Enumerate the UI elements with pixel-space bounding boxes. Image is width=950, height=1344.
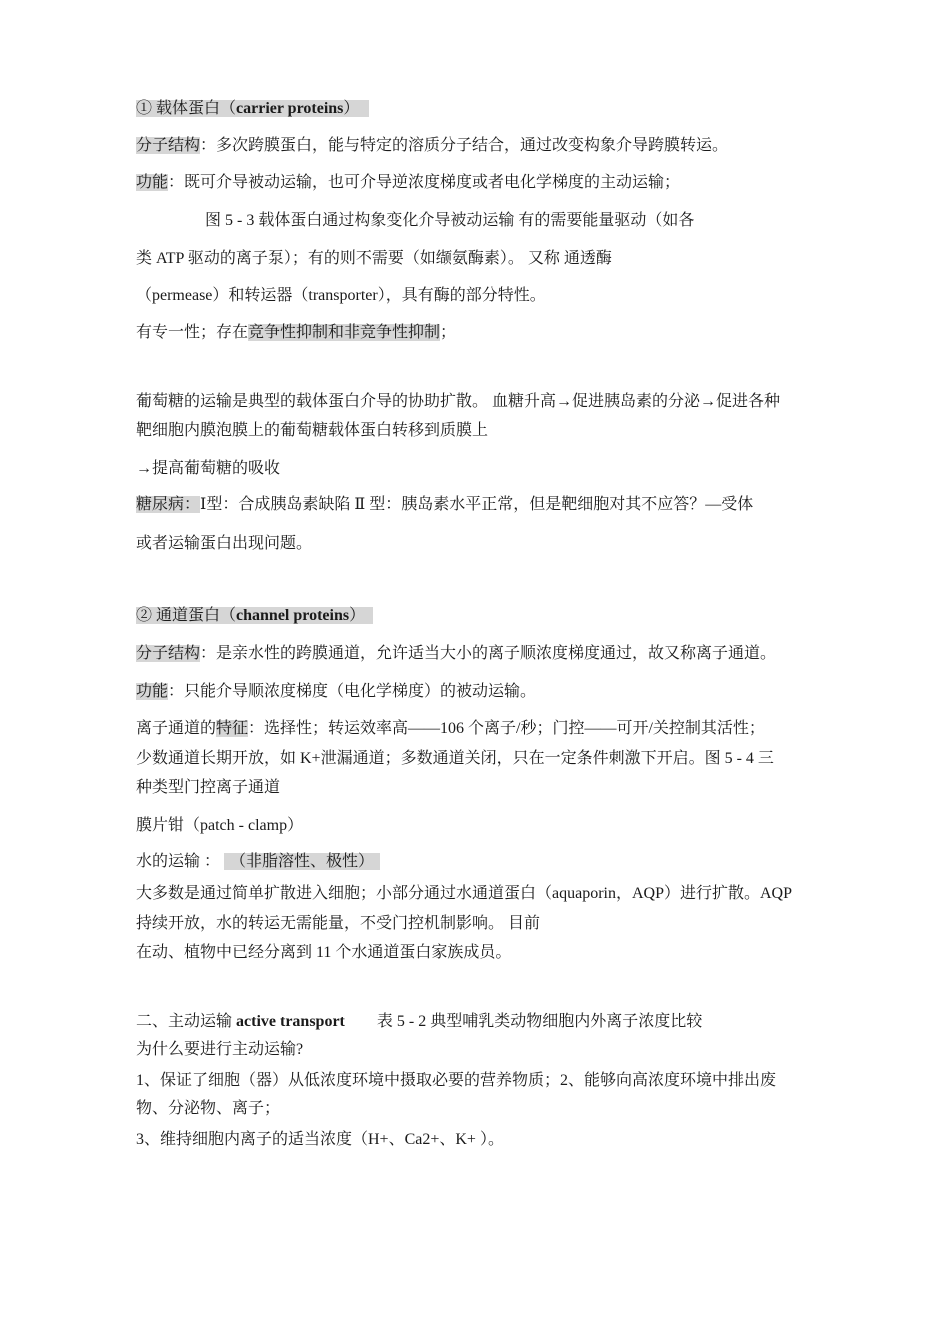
figure-5-3-line: 图 5 - 3 载体蛋白通过构象变化介导被动运输 有的需要能量驱动（如各 — [205, 212, 695, 229]
water-line-3: 在动、植物中已经分离到 11 个水通道蛋白家族成员。 — [136, 944, 512, 961]
channel-feature: 离子通道的特征：选择性；转运效率高——106 个离子/秒；门控——可开/关控制其活性； — [136, 720, 765, 737]
active-question: 为什么要进行主动运输? — [136, 1041, 304, 1058]
water-heading: 水的运输 ： （非脂溶性、极性） — [136, 851, 380, 873]
channel-function: 功能：只能介导顺浓度梯度（电化学梯度）的被动运输。 — [136, 683, 537, 700]
table-5-2-caption: 表 5 - 2 典型哺乳类动物细胞内外离子浓度比较 — [376, 1013, 703, 1030]
diabetes-line-2: 或者运输蛋白出现问题。 — [136, 535, 313, 552]
reason-line-1: 1、保证了细胞（器）从低浓度环境中摄取必要的营养物质；2、能够向高浓度环境中排出废 — [136, 1072, 777, 1089]
permease-line: （permease）和转运器（transporter），具有酶的部分特性。 — [136, 287, 546, 304]
reason-line-3: 3、维持细胞内离子的适当浓度（H+、Ca2+、K+ ）。 — [136, 1131, 504, 1148]
glucose-line-3: →提高葡萄糖的吸收 — [136, 460, 281, 477]
gating-line-2: 种类型门控离子通道 — [136, 779, 281, 796]
function-label: 功能 — [136, 174, 169, 191]
water-line-1: 大多数是通过简单扩散进入细胞；小部分通过水通道蛋白（aquaporin，AQP）进行扩散。AQP — [136, 885, 792, 902]
diabetes-line: 糖尿病：Ⅰ型：合成胰岛素缺陷 Ⅱ 型：胰岛素水平正常，但是靶细胞对其不应答？—受体 — [136, 496, 754, 513]
carrier-heading: ① 载体蛋白（carrier proteins） — [136, 98, 369, 120]
structure-label: 分子结构 — [136, 137, 201, 154]
channel-structure: 分子结构：是亲水性的跨膜通道，允许适当大小的离子顺浓度梯度通过，故又称离子通道。 — [136, 645, 777, 662]
glucose-line-2: 靶细胞内膜泡膜上的葡萄糖载体蛋白转移到质膜上 — [136, 422, 489, 439]
water-line-2: 持续开放，水的转运无需能量，不受门控机制影响。 目前 — [136, 915, 541, 932]
gating-line-1: 少数通道长期开放，如 K+泄漏通道；多数通道关闭，只在一定条件刺激下开启。图 5 - 4 三 — [136, 750, 774, 767]
specificity-line: 有专一性；存在竞争性抑制和非竞争性抑制； — [136, 324, 457, 341]
patch-clamp-line: 膜片钳（patch - clamp） — [136, 817, 304, 834]
structure-label: 分子结构 — [136, 645, 201, 662]
channel-heading: ② 通道蛋白（channel proteins） — [136, 605, 373, 627]
carrier-structure: 分子结构：多次跨膜蛋白，能与特定的溶质分子结合，通过改变构象介导跨膜转运。 — [136, 137, 729, 154]
reason-line-2: 物、分泌物、离子； — [136, 1100, 281, 1117]
active-heading: 二、主动运输 active transport 表 5 - 2 典型哺乳类动物细胞内外离子浓度比较 — [136, 1013, 703, 1030]
glucose-line-1: 葡萄糖的运输是典型的载体蛋白介导的协助扩散。 血糖升高→促进胰岛素的分泌→促进各种 — [136, 393, 781, 410]
diabetes-label: 糖尿病： — [136, 496, 201, 513]
atp-line: 类 ATP 驱动的离子泵）；有的则不需要（如缬氨酶素）。 又称 通透酶 — [136, 250, 612, 267]
function-label: 功能 — [136, 683, 169, 700]
carrier-function: 功能：既可介导被动运输，也可介导逆浓度梯度或者电化学梯度的主动运输； — [136, 174, 681, 191]
